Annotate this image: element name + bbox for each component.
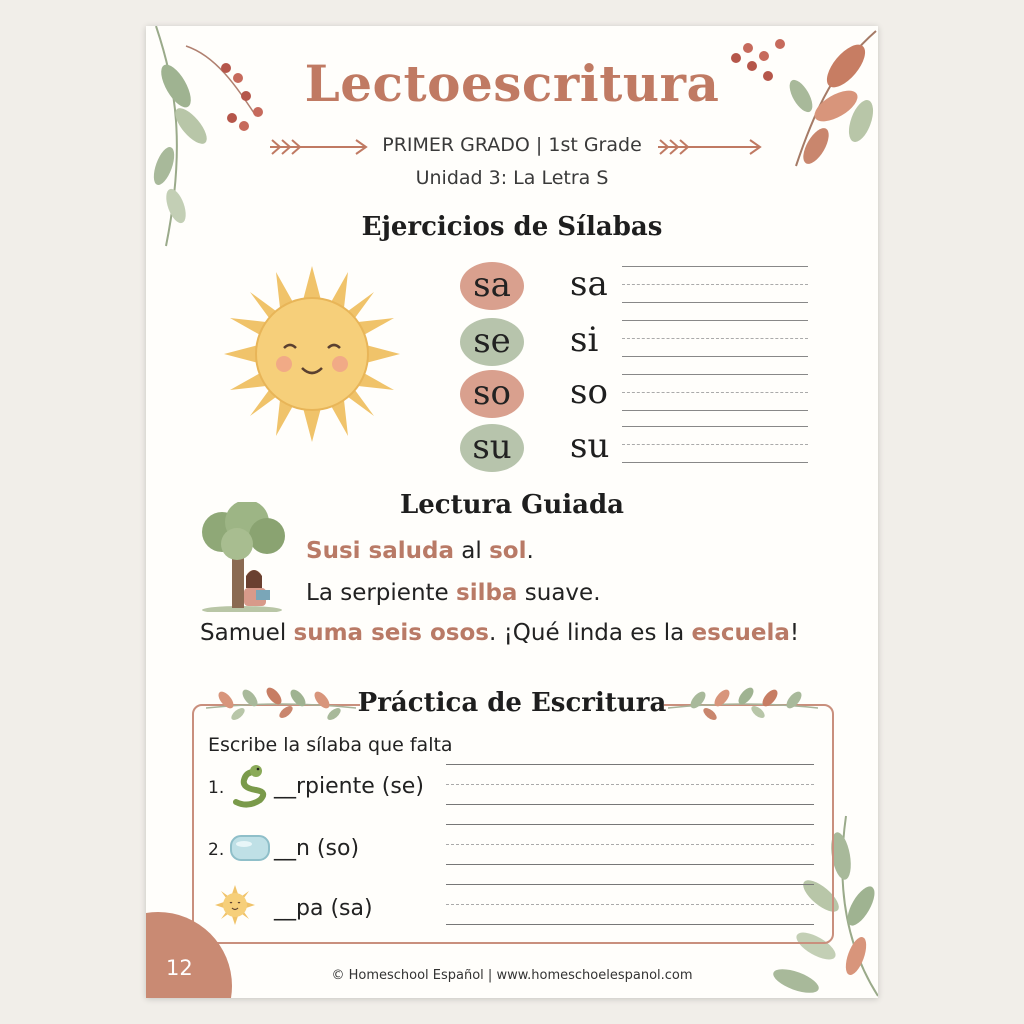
reading-text: La serpiente bbox=[306, 580, 457, 606]
highlighted-word: suma seis osos bbox=[293, 620, 489, 646]
practice-syllable: su bbox=[570, 426, 610, 466]
worksheet-page bbox=[146, 26, 878, 998]
writing-heading: Práctica de Escritura bbox=[357, 688, 667, 718]
writing-lines[interactable] bbox=[622, 320, 808, 358]
sun-illustration-icon bbox=[222, 264, 402, 444]
highlighted-word: escuela bbox=[691, 620, 790, 646]
reading-line-2 bbox=[306, 580, 601, 606]
syllable-pill-sa: sa bbox=[460, 262, 524, 310]
highlighted-word: silba bbox=[456, 580, 518, 606]
sun-icon bbox=[214, 884, 256, 926]
item-text: __n (so) bbox=[274, 836, 360, 861]
answer-lines[interactable] bbox=[446, 824, 814, 864]
practice-syllable: sa bbox=[570, 264, 608, 304]
page-title: Lectoescritura bbox=[304, 54, 720, 113]
soap-icon bbox=[228, 830, 272, 864]
reading-text: . bbox=[526, 538, 534, 564]
footer-credit: © Homeschool Español | www.homeschoelespanol.com bbox=[331, 968, 693, 983]
snake-icon bbox=[228, 762, 270, 808]
reading-line-3 bbox=[200, 620, 799, 646]
answer-lines[interactable] bbox=[446, 884, 814, 924]
syllable-pill-su: su bbox=[460, 424, 524, 472]
reading-text: al bbox=[453, 538, 490, 564]
writing-lines[interactable] bbox=[622, 374, 808, 412]
reading-line-1 bbox=[306, 538, 534, 564]
unit-label: Unidad 3: La Letra S bbox=[415, 167, 609, 189]
grade-label: PRIMER GRADO | 1st Grade bbox=[382, 134, 642, 156]
practice-syllable: so bbox=[570, 372, 608, 412]
reading-heading: Lectura Guiada bbox=[399, 490, 625, 520]
practice-syllable: si bbox=[570, 320, 599, 360]
item-number: 2. bbox=[208, 840, 225, 860]
item-text: __pa (sa) bbox=[274, 896, 373, 921]
item-number: 1. bbox=[208, 778, 225, 798]
reading-text: suave. bbox=[517, 580, 601, 606]
writing-instruction: Escribe la sílaba que falta bbox=[208, 734, 453, 756]
syllable-pill-se: se bbox=[460, 318, 524, 366]
answer-lines[interactable] bbox=[446, 764, 814, 804]
tree-reading-child-icon bbox=[192, 502, 292, 612]
reading-text: Samuel bbox=[200, 620, 294, 646]
item-text: __rpiente (se) bbox=[274, 774, 424, 799]
writing-lines[interactable] bbox=[622, 426, 808, 464]
syllables-heading: Ejercicios de Sílabas bbox=[361, 212, 663, 242]
highlighted-word: Susi saluda bbox=[306, 538, 454, 564]
reading-text: . ¡Qué linda es la bbox=[488, 620, 692, 646]
highlighted-word: sol bbox=[489, 538, 527, 564]
reading-text: ! bbox=[789, 620, 800, 646]
writing-lines[interactable] bbox=[622, 266, 808, 304]
page-number: 12 bbox=[166, 956, 193, 980]
syllable-pill-so: so bbox=[460, 370, 524, 418]
